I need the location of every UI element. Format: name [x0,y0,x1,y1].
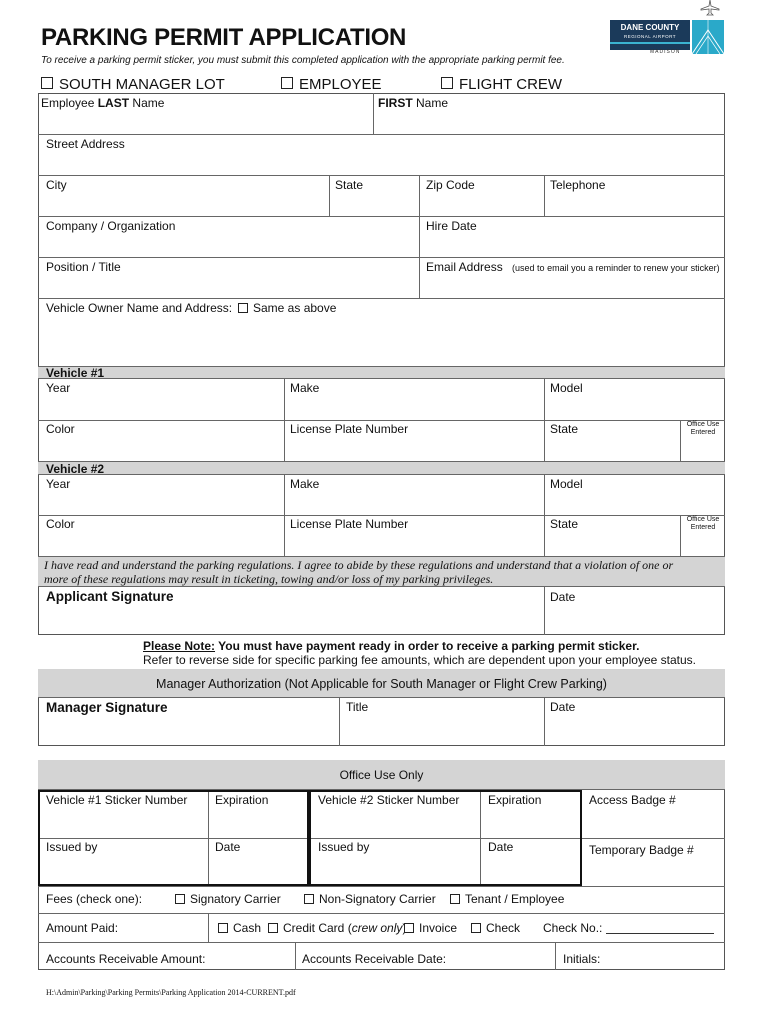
same-as-above-checkbox[interactable] [238,301,336,315]
manager-signature-field[interactable]: Manager Signature [46,700,168,715]
v1-plate-field[interactable]: License Plate Number [290,422,409,436]
last-name-field[interactable] [41,96,164,110]
pay-credit-checkbox[interactable] [268,921,406,935]
first-name-suffix: Name [416,96,449,110]
v2-expiration-field[interactable]: Expiration [488,793,542,807]
logo-line2: REGIONAL AIRPORT [623,34,676,39]
manager-date-field[interactable]: Date [550,700,576,714]
v2-plate-field[interactable]: License Plate Number [290,517,409,531]
please-note-label: Please Note: [143,639,216,653]
manager-header: Manager Authorization (Not Applicable for South Manager or Flight Crew Parking) [156,677,607,691]
footer-file-path: H:\Admin\Parking\Parking Permits\Parking Application 2014-CURRENT.pdf [46,988,296,997]
page-title: PARKING PERMIT APPLICATION [41,24,407,51]
v2-year-field[interactable]: Year [46,477,71,491]
office-use-header: Office Use Only [339,768,424,782]
logo-line1: DANE COUNTY [620,23,680,32]
check-number-field[interactable] [543,921,602,935]
page-subtitle: To receive a parking permit sticker, you must submit this completed application with the appropriate parking permit fee. [41,55,565,66]
pay-cash-label: Cash [233,921,262,935]
v1-state-field[interactable]: State [550,422,579,436]
hire-date-field[interactable]: Hire Date [426,219,477,233]
agreement-line1: I have read and understand the parking regulations. I agree to abide by these regulations and understand that a violation of one or [44,558,674,572]
checkbox-icon [218,923,228,933]
pay-check-checkbox[interactable] [471,921,520,935]
pay-credit-italic: crew only [351,921,403,935]
permit-south-manager-label: SOUTH MANAGER LOT [59,76,225,93]
v2-office-use-label [681,516,725,532]
vehicle2-title: Vehicle #2 [46,462,105,476]
v2-color-field[interactable]: Color [46,517,75,531]
amount-paid-label: Amount Paid: [46,921,119,935]
check-number-label: Check No.: [543,921,603,935]
v1-make-field[interactable]: Make [290,381,320,395]
city-field[interactable]: City [46,178,67,192]
v2-model-field[interactable]: Model [550,477,583,491]
fee-tenant-label: Tenant / Employee [465,892,565,906]
v1-expiration-field[interactable]: Expiration [215,793,269,807]
permit-employee-checkbox[interactable] [281,76,382,94]
manager-title-field[interactable]: Title [346,700,369,714]
permit-flight-crew-label: FLIGHT CREW [459,76,563,93]
applicant-date-field[interactable]: Date [550,590,576,604]
agreement-line2: more of these regulations may result in ticketing, towing and/or loss of my parking privileges. [44,572,494,586]
checkbox-icon [281,77,293,89]
pay-check-label: Check [486,921,521,935]
pay-cash-checkbox[interactable] [218,921,261,935]
v2-state-field[interactable]: State [550,517,579,531]
v1-issued-by-field[interactable]: Issued by [46,840,98,854]
v2-make-field[interactable]: Make [290,477,320,491]
v2-issued-date-field[interactable]: Date [488,840,514,854]
v2-office-use-line2: Entered [690,524,716,531]
ar-amount-field[interactable]: Accounts Receivable Amount: [46,952,206,966]
v1-office-use-label [681,421,725,437]
applicant-signature-field[interactable]: Applicant Signature [46,589,174,604]
same-as-above-label: Same as above [253,301,337,315]
fee-signatory-checkbox[interactable] [175,892,281,906]
v2-sticker-number-field[interactable]: Vehicle #2 Sticker Number [318,793,460,807]
please-note-line2: Refer to reverse side for specific parking fee amounts, which are dependent upon your employee status. [143,653,696,667]
last-name-prefix: Employee [41,96,95,110]
v1-color-field[interactable]: Color [46,422,75,436]
fee-non-signatory-checkbox[interactable] [304,892,436,906]
telephone-field[interactable]: Telephone [550,178,606,192]
email-note: (used to email you a reminder to renew your sticker) [512,263,720,273]
checkbox-icon [471,923,481,933]
checkbox-icon [175,894,185,904]
first-name-bold: FIRST [378,96,413,110]
fee-tenant-checkbox[interactable] [450,892,564,906]
checkbox-icon [404,923,414,933]
zip-code-field[interactable]: Zip Code [426,178,475,192]
v1-year-field[interactable]: Year [46,381,71,395]
vehicle-owner-field[interactable]: Vehicle Owner Name and Address: [46,301,233,315]
v2-issued-by-field[interactable]: Issued by [318,840,370,854]
access-badge-field[interactable]: Access Badge # [589,793,676,807]
airport-logo [610,0,726,58]
pay-credit-prefix: Credit Card ( [283,921,352,935]
checkbox-icon [441,77,453,89]
airplane-icon [700,0,720,16]
position-field[interactable]: Position / Title [46,260,121,274]
v1-sticker-number-field[interactable]: Vehicle #1 Sticker Number [46,793,188,807]
permit-flight-crew-checkbox[interactable] [441,76,562,94]
fees-label: Fees (check one): [46,892,143,906]
email-field[interactable] [426,260,720,275]
logo-line3: MADISON [650,49,681,55]
pay-invoice-checkbox[interactable] [404,921,457,935]
temporary-badge-field[interactable]: Temporary Badge # [589,843,694,857]
vehicle1-header [38,366,725,379]
v1-issued-date-field[interactable]: Date [215,840,241,854]
v1-office-use-line1: Office Use [686,421,720,428]
last-name-bold: LAST [97,96,130,110]
please-note [143,639,639,653]
v2-office-use-line1: Office Use [686,516,720,523]
initials-field[interactable]: Initials: [563,952,601,966]
first-name-field[interactable] [378,96,448,110]
checkbox-icon [238,303,248,313]
pay-invoice-label: Invoice [419,921,458,935]
checkbox-icon [41,77,53,89]
please-note-text: You must have payment ready in order to receive a parking permit sticker. [215,639,640,653]
fee-non-signatory-label: Non-Signatory Carrier [319,892,436,906]
last-name-suffix: Name [132,96,165,110]
street-address-field[interactable]: Street Address [46,137,125,151]
ar-date-field[interactable]: Accounts Receivable Date: [302,952,447,966]
permit-south-manager-checkbox[interactable] [41,76,225,94]
vehicle2-header [38,461,725,475]
v1-office-use-line2: Entered [690,429,716,436]
checkbox-icon [268,923,278,933]
state-field[interactable]: State [335,178,364,192]
company-field[interactable]: Company / Organization [46,219,176,233]
v1-model-field[interactable]: Model [550,381,583,395]
fee-signatory-label: Signatory Carrier [190,892,281,906]
checkbox-icon [450,894,460,904]
agreement-text [44,558,673,586]
vehicle1-title: Vehicle #1 [46,366,105,380]
email-label: Email Address [426,260,503,274]
permit-employee-label: EMPLOYEE [299,76,382,93]
checkbox-icon [304,894,314,904]
